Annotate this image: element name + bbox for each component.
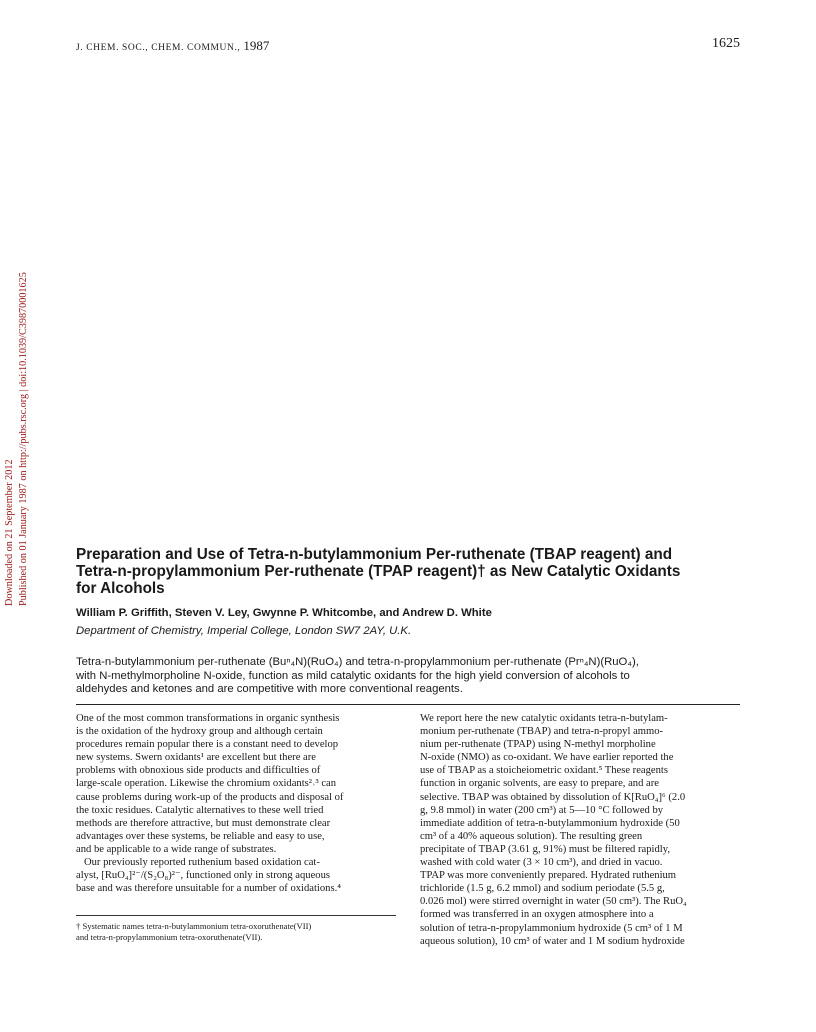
body-line: and be applicable to a wide range of substrates.: [76, 843, 277, 855]
body-line: cause problems during work-up of the products and disposal of: [76, 791, 344, 803]
body-line: advantages over these systems, be reliable and easy to use,: [76, 830, 325, 842]
body-line: trichloride (1.5 g, 6.2 mmol) and sodium periodate (5.5 g,: [420, 883, 665, 895]
body-line: alyst, [RuO₄]²⁻/(S₂O₈)²⁻, functioned only in strong aqueous: [76, 870, 330, 882]
footnote-line: † Systematic names tetra-n-butylammonium tetra-oxoruthenate(VII): [76, 921, 312, 931]
body-line: cm³ of a 40% aqueous solution). The resulting green: [420, 830, 643, 842]
author-list: William P. Griffith, Steven V. Ley, Gwynne P. Whitcombe, and Andrew D. White: [76, 607, 492, 619]
article-title: [76, 546, 756, 597]
abstract-divider: [76, 704, 740, 705]
footnote: [76, 921, 311, 943]
body-line: the toxic residues. Catalytic alternatives to these well tried: [76, 804, 324, 816]
abstract-line: aldehydes and ketones and are competitive with more conventional reagents.: [76, 683, 463, 696]
body-line: selective. TBAP was obtained by dissolution of K[RuO₄]⁶ (2.0: [420, 791, 686, 803]
body-line: N-oxide (NMO) as co-oxidant. We have earlier reported the: [420, 752, 674, 764]
body-line: methods are therefore attractive, but must demonstrate clear: [76, 817, 331, 829]
body-line: aqueous solution), 10 cm³ of water and 1 M sodium hydroxide: [420, 935, 685, 947]
body-line: 0.026 mol) were stirred overnight in water (50 cm³). The RuO₄: [420, 896, 687, 908]
affiliation: Department of Chemistry, Imperial College, London SW7 2AY, U.K.: [76, 625, 412, 637]
journal-year: 1987: [243, 38, 270, 53]
body-line: function in organic solvents, are easy to prepare, and are: [420, 778, 659, 790]
body-line: nium per-ruthenate (TPAP) using N-methyl morpholine: [420, 739, 656, 751]
abstract-line: Tetra-n-butylammonium per-ruthenate (Buⁿ₄N)(RuO₄) and tetra-n-propylammonium per-ruthenate (Prⁿ₄N)(RuO₄),: [76, 656, 639, 668]
page-number: 1625: [712, 36, 740, 51]
journal-name: J. CHEM. SOC., CHEM. COMMUN.,: [76, 43, 241, 53]
body-line: formed was transferred in an oxygen atmosphere into a: [420, 909, 654, 921]
body-line: new systems. Swern oxidants¹ are excellent but there are: [76, 752, 316, 764]
body-line: use of TBAP as a stoicheiometric oxidant.⁵ These reagents: [420, 765, 668, 777]
body-line: precipitate of TBAP (3.61 g, 91%) must be filtered rapidly,: [420, 843, 670, 855]
body-right-column: [420, 712, 742, 948]
body-line: We report here the new catalytic oxidants tetra-n-butylam-: [420, 713, 668, 724]
title-line: for Alcohols: [76, 580, 165, 597]
abstract: [76, 656, 756, 697]
title-line: Preparation and Use of Tetra-n-butylammonium Per-ruthenate (TBAP reagent) and: [76, 546, 673, 563]
body-line: large-scale operation. Likewise the chromium oxidants²˒³ can: [76, 778, 337, 790]
running-head: [76, 38, 269, 54]
title-line: Tetra-n-propylammonium Per-ruthenate (TPAP reagent)† as New Catalytic Oxidants: [76, 563, 681, 580]
body-line: monium per-ruthenate (TBAP) and tetra-n-propyl ammo-: [420, 726, 664, 738]
body-line: procedures remain popular there is a constant need to develop: [76, 739, 339, 751]
body-line: is the oxidation of the hydroxy group and although certain: [76, 726, 323, 738]
download-stamp: [2, 256, 34, 606]
body-line: problems with obnoxious side products and difficulties of: [76, 765, 321, 777]
footnote-line: and tetra-n-propylammonium tetra-oxoruthenate(VII).: [76, 932, 263, 943]
body-line: washed with cold water (3 × 10 cm³), and dried in vacuo.: [420, 857, 663, 869]
body-line: Our previously reported ruthenium based oxidation cat-: [76, 857, 320, 869]
body-line: g, 9.8 mmol) in water (200 cm³) at 5—10 °C followed by: [420, 804, 664, 816]
body-line: base and was therefore unsuitable for a number of oxidations.⁴: [76, 883, 341, 895]
body-line: One of the most common transformations in organic synthesis: [76, 713, 340, 724]
download-date-link[interactable]: Downloaded on 21 September 2012: [4, 459, 15, 606]
footnote-divider: [76, 915, 396, 916]
body-line: solution of tetra-n-propylammonium hydroxide (5 cm³ of 1 M: [420, 922, 683, 934]
body-line: TPAP was more conveniently prepared. Hydrated ruthenium: [420, 870, 677, 882]
body-left-column: [76, 712, 396, 895]
publication-doi-link[interactable]: Published on 01 January 1987 on http://pubs.rsc.org | doi:10.1039/C39870001625: [18, 272, 29, 606]
body-line: immediate addition of tetra-n-butylammonium hydroxide (50: [420, 817, 680, 829]
abstract-line: with N-methylmorpholine N-oxide, function as mild catalytic oxidants for the high yield conversion of alcohols to: [76, 669, 630, 682]
